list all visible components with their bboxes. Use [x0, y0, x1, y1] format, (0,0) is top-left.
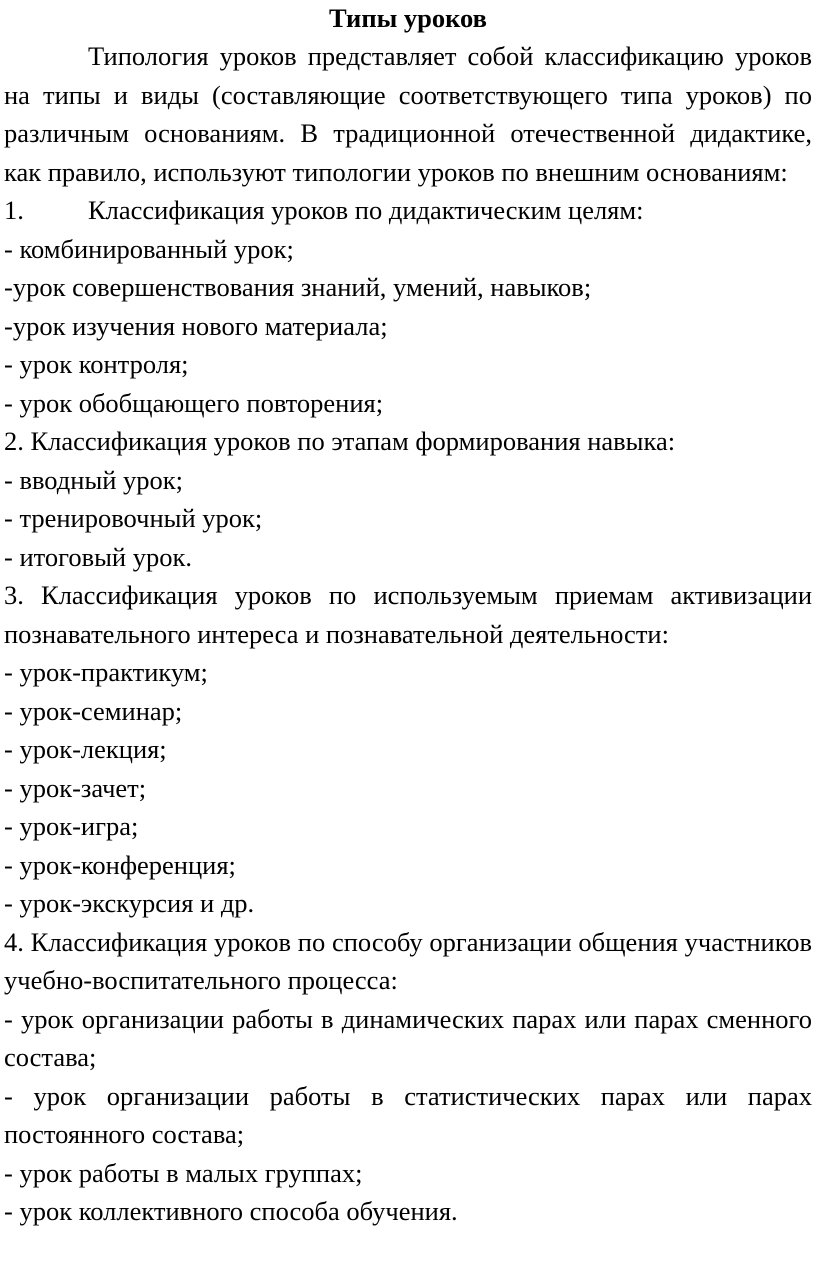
section-1-heading-text: Классификация уроков по дидактическим целям:	[88, 195, 644, 225]
section-4-heading: 4. Классификация уроков по способу организации общения участников учебно-воспитательного процесса:	[4, 926, 812, 995]
section-2-item: - итоговый урок.	[4, 541, 192, 572]
section-4-item: - урок коллективного способа обучения.	[4, 1196, 458, 1226]
section-2-heading: 2. Классификация уроков по этапам формирования навыка:	[4, 426, 676, 456]
section-4-item: - урок организации работы в динамических парах или парах сменного состава;	[4, 1003, 812, 1072]
section-4-item: - урок организации работы в статистических парах или парах постоянного состава;	[4, 1080, 812, 1149]
section-1-number: 1.	[4, 195, 24, 225]
intro-paragraph: Типология уроков представляет собой классификацию уроков на типы и виды (составляющие соответствующего типа уроков) по различным основаниям. В традиционной отечественной дидактике, как правило, используют типологии уроков по внешним основаниям:	[4, 41, 812, 187]
section-1-item: -урок совершенствования знаний, умений, навыков;	[4, 272, 592, 302]
document-page	[4, 0, 812, 1231]
section-1-item: - комбинированный урок;	[4, 233, 294, 264]
section-3-item: - урок-экскурсия и др.	[4, 888, 255, 918]
section-3-heading: 3. Классификация уроков по используемым приемам активизации познавательного интереса и познавательной деятельности:	[4, 580, 812, 649]
section-3-item: - урок-игра;	[4, 811, 139, 841]
section-1-heading	[4, 191, 812, 230]
section-3-item: - урок-зачет;	[4, 772, 147, 803]
section-2-item: - тренировочный урок;	[4, 503, 263, 533]
section-1-item: -урок изучения нового материала;	[4, 310, 388, 341]
document-title: Типы уроков	[329, 3, 487, 33]
section-4-item: - урок работы в малых группах;	[4, 1157, 363, 1188]
section-1-item: - урок обобщающего повторения;	[4, 387, 384, 418]
section-3-item: - урок-конференция;	[4, 849, 236, 880]
section-1-item: - урок контроля;	[4, 349, 189, 379]
section-3-item: - урок-лекция;	[4, 734, 167, 764]
section-3-item: - урок-семинар;	[4, 695, 183, 726]
section-2-item: - вводный урок;	[4, 464, 184, 495]
section-3-item: - урок-практикум;	[4, 657, 208, 687]
